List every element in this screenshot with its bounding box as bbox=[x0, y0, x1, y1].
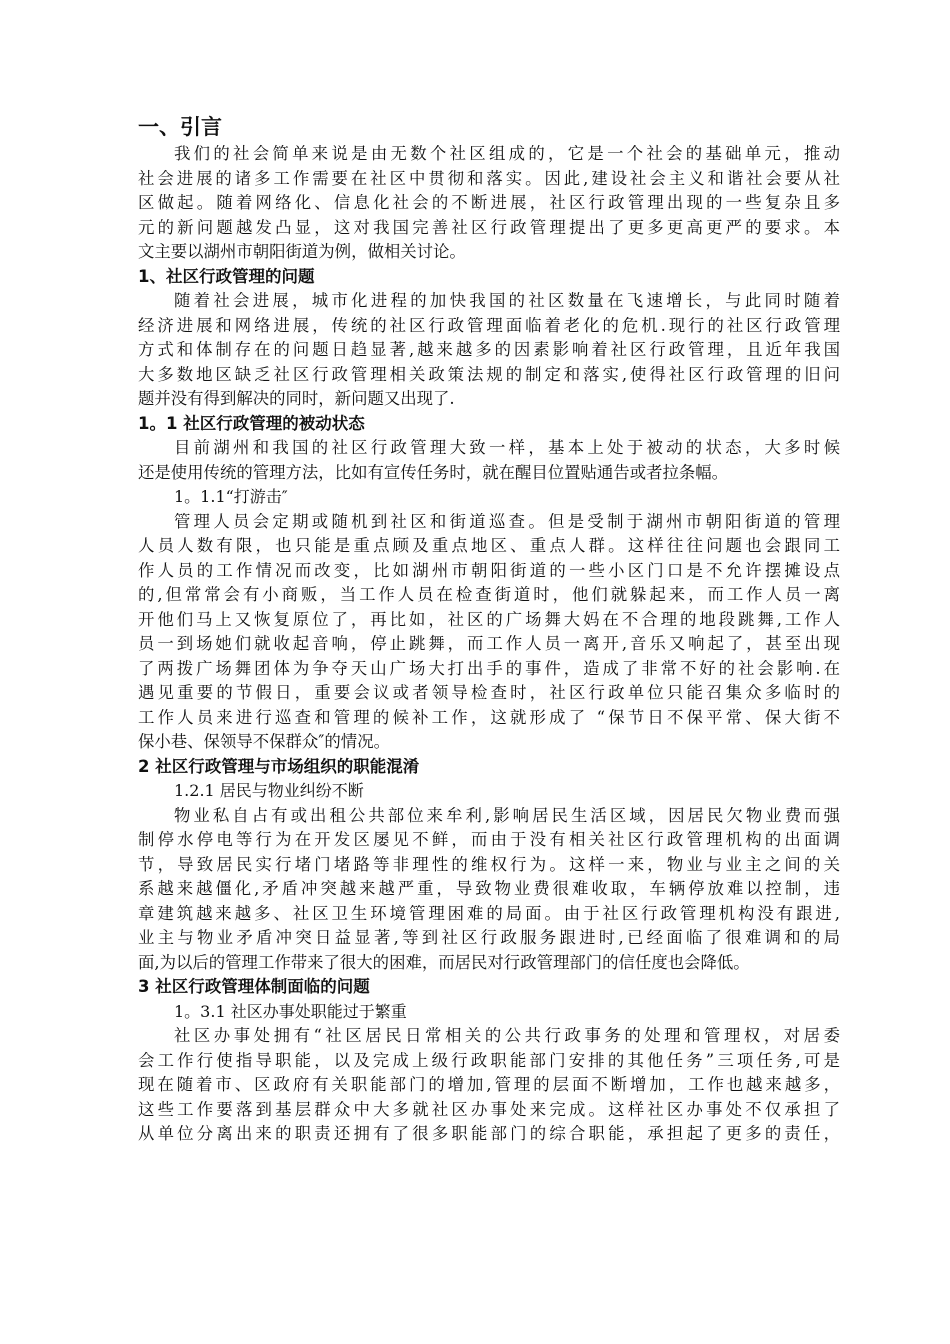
subheading-1-2-1: 1.2.1 居民与物业纠纷不断 bbox=[174, 781, 364, 800]
paragraph-intro bbox=[138, 142, 840, 265]
text-line: 随着社会进展，城市化进程的加快我国的社区数量在飞速增长，与此同时随着 bbox=[174, 291, 840, 310]
text-line: 区做起。随着网络化、信息化社会的不断进展，社区行政管理出现的一些复杂且多 bbox=[138, 193, 840, 212]
text-line: 章建筑越来越多、社区卫生环境管理困难的局面。由于社区行政管理机构没有跟进, bbox=[138, 903, 840, 923]
paragraph-1-3-1 bbox=[138, 1024, 840, 1147]
paragraph-section-1 bbox=[138, 289, 840, 412]
text-line: 面,为以后的管理工作带来了很大的困难，而居民对行政管理部门的信任度也会降低。 bbox=[138, 952, 750, 972]
text-line: 这些工作要落到基层群众中大多就社区办事处来完成。这样社区办事处不仅承担了 bbox=[138, 1099, 840, 1119]
heading-section-3: 3 社区行政管理体制面临的问题 bbox=[138, 977, 370, 996]
subheading-1-1-1: 1。1.1“打游击″ bbox=[174, 487, 288, 506]
text-line: 管理人员会定期或随机到社区和街道巡查。但是受制于湖州市朝阳街道的管理 bbox=[174, 511, 840, 531]
text-line: 我们的社会简单来说是由无数个社区组成的，它是一个社会的基础单元，推动 bbox=[174, 144, 840, 163]
text-line: 保小巷、保领导不保群众″的情况。 bbox=[138, 732, 390, 751]
heading-section-2: 2 社区行政管理与市场组织的职能混淆 bbox=[138, 756, 420, 776]
text-line: 制停水停电等行为在开发区屡见不鲜，而由于没有相关社区行政管理机构的出面调 bbox=[138, 830, 840, 849]
heading-section-1-1: 1。1 社区行政管理的被动状态 bbox=[138, 413, 365, 433]
text-line: 经济进展和网络进展，传统的社区行政管理面临着老化的危机.现行的社区行政管理 bbox=[138, 315, 840, 335]
text-line: 目前湖州和我国的社区行政管理大致一样，基本上处于被动的状态，大多时候 bbox=[174, 438, 840, 457]
text-line: 从单位分离出来的职责还拥有了很多职能部门的综合职能，承担起了更多的责任， bbox=[138, 1124, 840, 1143]
text-line: 系越来越僵化,矛盾冲突越来越严重，导致物业费很难收取，车辆停放难以控制，违 bbox=[138, 879, 840, 898]
text-line: 遇见重要的节假日，重要会议或者领导检查时，社区行政单位只能召集众多临时的 bbox=[138, 683, 840, 702]
text-line: 节，导致居民实行堵门堵路等非理性的维权行为。这样一来，物业与业主之间的关 bbox=[138, 854, 840, 874]
paragraph-section-1-1 bbox=[138, 436, 840, 485]
text-line: 题并没有得到解决的同时，新问题又出现了. bbox=[138, 389, 455, 408]
paragraph-1-2-1 bbox=[138, 804, 840, 976]
text-line: 文主要以湖州市朝阳街道为例，做相关讨论。 bbox=[138, 242, 466, 261]
text-line: 人员人数有限，也只能是重点顾及重点地区、重点人群。这样往往问题也会跟同工 bbox=[138, 536, 840, 555]
text-line: 会工作行使指导职能，以及完成上级行政职能部门安排的其他任务”三项任务,可是 bbox=[138, 1050, 840, 1070]
text-line: 社会进展的诸多工作需要在社区中贯彻和落实。因此,建设社会主义和谐社会要从社 bbox=[138, 168, 840, 188]
text-line: 社区办事处拥有“社区居民日常相关的公共行政事务的处理和管理权，对居委 bbox=[174, 1026, 840, 1045]
text-line: 员一到场她们就收起音响，停止跳舞，而工作人员一离开,音乐又响起了，甚至出现 bbox=[138, 634, 840, 653]
heading-intro: 一、引言 bbox=[138, 115, 222, 139]
text-line: 现在随着市、区政府有关职能部门的增加,管理的层面不断增加，工作也越来越多， bbox=[138, 1075, 840, 1094]
heading-section-1: 1、社区行政管理的问题 bbox=[138, 266, 315, 286]
text-line: 大多数地区缺乏社区行政管理相关政策法规的制定和落实,使得社区行政管理的旧问 bbox=[138, 364, 840, 384]
text-line: 了两拨广场舞团体为争夺天山广场大打出手的事件，造成了非常不好的社会影响.在 bbox=[138, 658, 840, 678]
document-page bbox=[138, 112, 840, 1147]
paragraph-1-1-1 bbox=[138, 510, 840, 755]
text-line: 还是使用传统的管理方法，比如有宣传任务时，就在醒目位置贴通告或者拉条幅。 bbox=[138, 462, 729, 482]
text-line: 方式和体制存在的问题日趋显著,越来越多的因素影响着社区行政管理，且近年我国 bbox=[138, 340, 840, 359]
text-line: 的,但常常会有小商贩，当工作人员在检查街道时，他们就躲起来，而工作人员一离 bbox=[138, 585, 840, 604]
text-line: 开他们马上又恢复原位了，再比如，社区的广场舞大妈在不合理的地段跳舞,工作人 bbox=[138, 609, 840, 629]
text-line: 物业私自占有或出租公共部位来牟利,影响居民生活区域，因居民欠物业费而强 bbox=[174, 805, 840, 825]
text-line: 作人员的工作情况而改变，比如湖州市朝阳街道的一些小区门口是不允许摆摊设点 bbox=[138, 560, 840, 580]
text-line: 工作人员来进行巡查和管理的候补工作，这就形成了 “保节日不保平常、保大街不 bbox=[138, 707, 840, 727]
text-line: 元的新问题越发凸显，这对我国完善社区行政管理提出了更多更高更严的要求。本 bbox=[138, 217, 840, 237]
subheading-1-3-1: 1。3.1 社区办事处职能过于繁重 bbox=[174, 1001, 407, 1021]
text-line: 业主与物业矛盾冲突日益显著,等到社区行政服务跟进时,已经面临了很难调和的局 bbox=[138, 928, 840, 947]
